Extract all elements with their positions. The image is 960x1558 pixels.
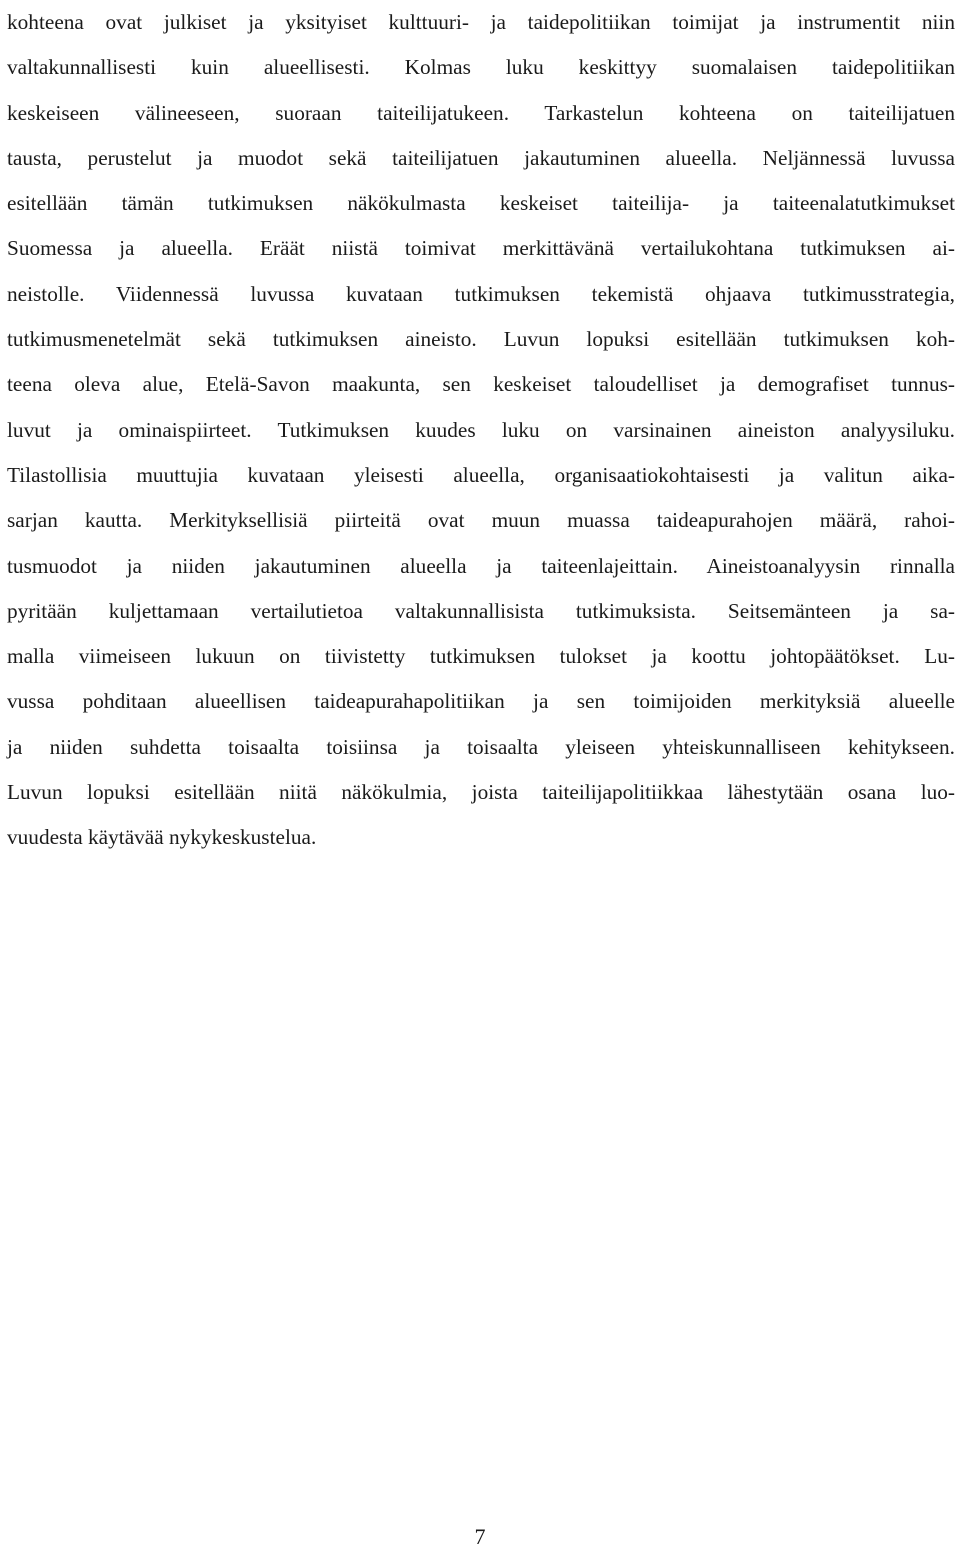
text-line: vuudesta käytävää nykykeskustelua. [7,825,317,850]
text-line: pyritään kuljettamaan vertailutietoa valtakunnallisista tutkimuksista. Seitsemänteen ja sa- [7,598,955,623]
text-line: Suomessa ja alueella. Eräät niistä toimivat merkittävänä vertailukohtana tutkimuksen ai- [7,236,955,261]
text-line: malla viimeiseen lukuun on tiivistetty tutkimuksen tulokset ja koottu johtopäätökset. Lu- [7,644,955,669]
body-paragraph [7,0,955,861]
text-line: teena oleva alue, Etelä-Savon maakunta, sen keskeiset taloudelliset ja demografiset tunnus- [7,372,955,397]
page-number: 7 [474,1524,486,1549]
text-line: keskeiseen välineeseen, suoraan taiteilijatukeen. Tarkastelun kohteena on taiteilijatuen [7,100,955,125]
text-line: tusmuodot ja niiden jakautuminen alueella ja taiteenlajeittain. Aineistoanalyysin rinnalla [7,553,955,578]
text-line: neistolle. Viidennessä luvussa kuvataan tutkimuksen tekemistä ohjaava tutkimusstrategia, [7,281,955,306]
text-line: Tilastollisia muuttujia kuvataan yleisesti alueella, organisaatiokohtaisesti ja valitun aika- [7,462,955,487]
text-line: esitellään tämän tutkimuksen näkökulmasta keskeiset taiteilija- ja taiteenalatutkimukset [7,191,955,216]
text-line: tausta, perustelut ja muodot sekä taiteilijatuen jakautuminen alueella. Neljännessä luvussa [7,145,955,170]
text-line: luvut ja ominaispiirteet. Tutkimuksen kuudes luku on varsinainen aineiston analyysiluku. [7,417,955,442]
text-line: sarjan kautta. Merkityksellisiä piirteitä ovat muun muassa taideapurahojen määrä, rahoi- [7,508,955,533]
text-line: kohteena ovat julkiset ja yksityiset kulttuuri- ja taidepolitiikan toimijat ja instrumentit niin [7,10,955,34]
text-line: Luvun lopuksi esitellään niitä näkökulmia, joista taiteilijapolitiikkaa lähestytään osana luo- [7,780,955,805]
text-line: ja niiden suhdetta toisaalta toisiinsa ja toisaalta yleiseen yhteiskunnalliseen kehitykseen. [7,734,955,759]
text-line: vussa pohditaan alueellisen taideapurahapolitiikan ja sen toimijoiden merkityksiä alueelle [7,689,955,714]
text-line: tutkimusmenetelmät sekä tutkimuksen aineisto. Luvun lopuksi esitellään tutkimuksen koh- [7,327,955,352]
text-line: valtakunnallisesti kuin alueellisesti. Kolmas luku keskittyy suomalaisen taidepolitiikan [7,55,955,80]
